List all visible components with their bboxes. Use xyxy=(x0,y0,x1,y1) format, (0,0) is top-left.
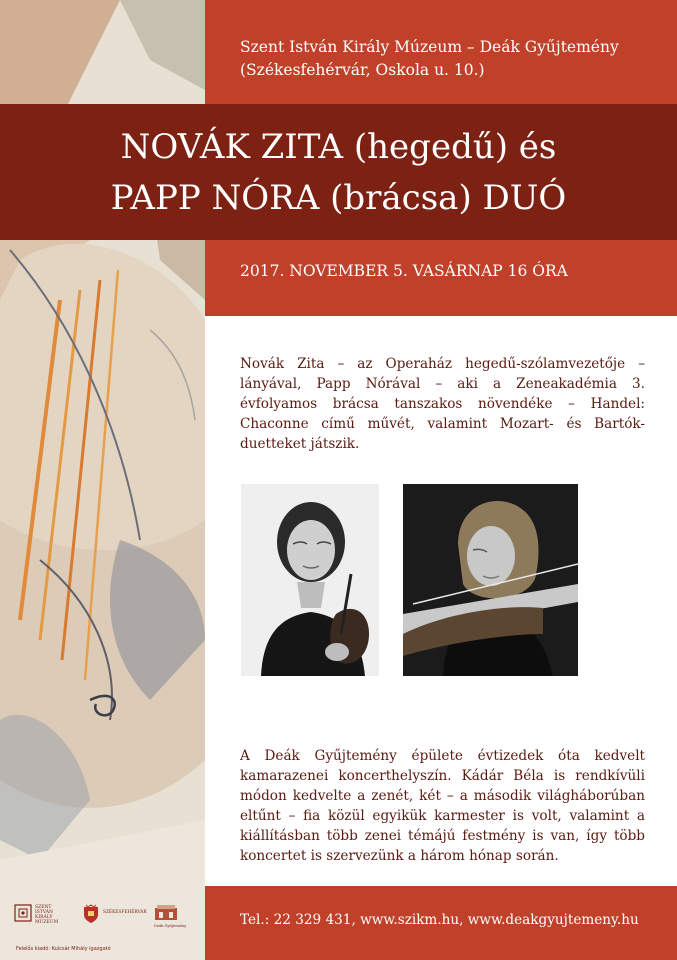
deak-logo-text: Deák Gyűjtemény xyxy=(154,924,187,928)
concert-title-line2: PAPP NÓRA (brácsa) DUÓ xyxy=(110,178,567,218)
intro-paragraph: Novák Zita – az Operaház hegedű-szólamvezetője – lányával, Papp Nórával – aki a Zeneakadémia 3. évfolyamos brácsa tanszakos növendéke – Handel: Chaconne című művét, valamint Mozart- és Bartók-duetteket játszik. xyxy=(240,356,645,452)
museum-logo-text xyxy=(35,905,58,925)
about-paragraph: A Deák Gyűjtemény épülete évtizedek óta kedvelt kamarazenei koncerthelyszín. Kádár Béla is rendkívüli módon kedvelte a zenét, két – a második világháborúban eltűnt – fia közül egyikük karmester is volt, valamint a kiállításban több zenei témájú festmény is van, így több koncertet is szervezünk a három hónap során. xyxy=(240,748,645,864)
city-logo-text: SZÉKESFEHÉRVÁR xyxy=(103,910,147,915)
museum-logo-line2: ISTVÁN xyxy=(35,910,53,915)
venue-block xyxy=(240,36,619,82)
photo-papp-nora xyxy=(403,484,578,676)
event-date: 2017. NOVEMBER 5. VASÁRNAP 16 ÓRA xyxy=(240,262,568,280)
museum-logo-line3: KIRÁLY xyxy=(35,915,53,920)
venue-address: (Székesfehérvár, Oskola u. 10.) xyxy=(240,61,485,79)
photo-novak-zita xyxy=(241,484,379,676)
museum-logo-line1: SZENT xyxy=(35,905,52,910)
concert-title-line1: NOVÁK ZITA (hegedű) és xyxy=(120,127,557,167)
deak-collection-logo-icon xyxy=(154,904,178,926)
city-crest-icon xyxy=(82,904,100,928)
museum-logo-icon xyxy=(14,904,32,926)
sponsor-logos xyxy=(14,904,204,952)
contact-info: Tel.: 22 329 431, www.szikm.hu, www.deakgyujtemeny.hu xyxy=(240,912,639,928)
museum-logo-line4: MÚZEUM xyxy=(35,920,59,925)
title-band xyxy=(0,104,677,240)
venue-name: Szent István Király Múzeum – Deák Gyűjtemény xyxy=(240,38,619,56)
publisher-note: Felelős kiadó: Kulcsár Mihály igazgató xyxy=(16,946,111,952)
